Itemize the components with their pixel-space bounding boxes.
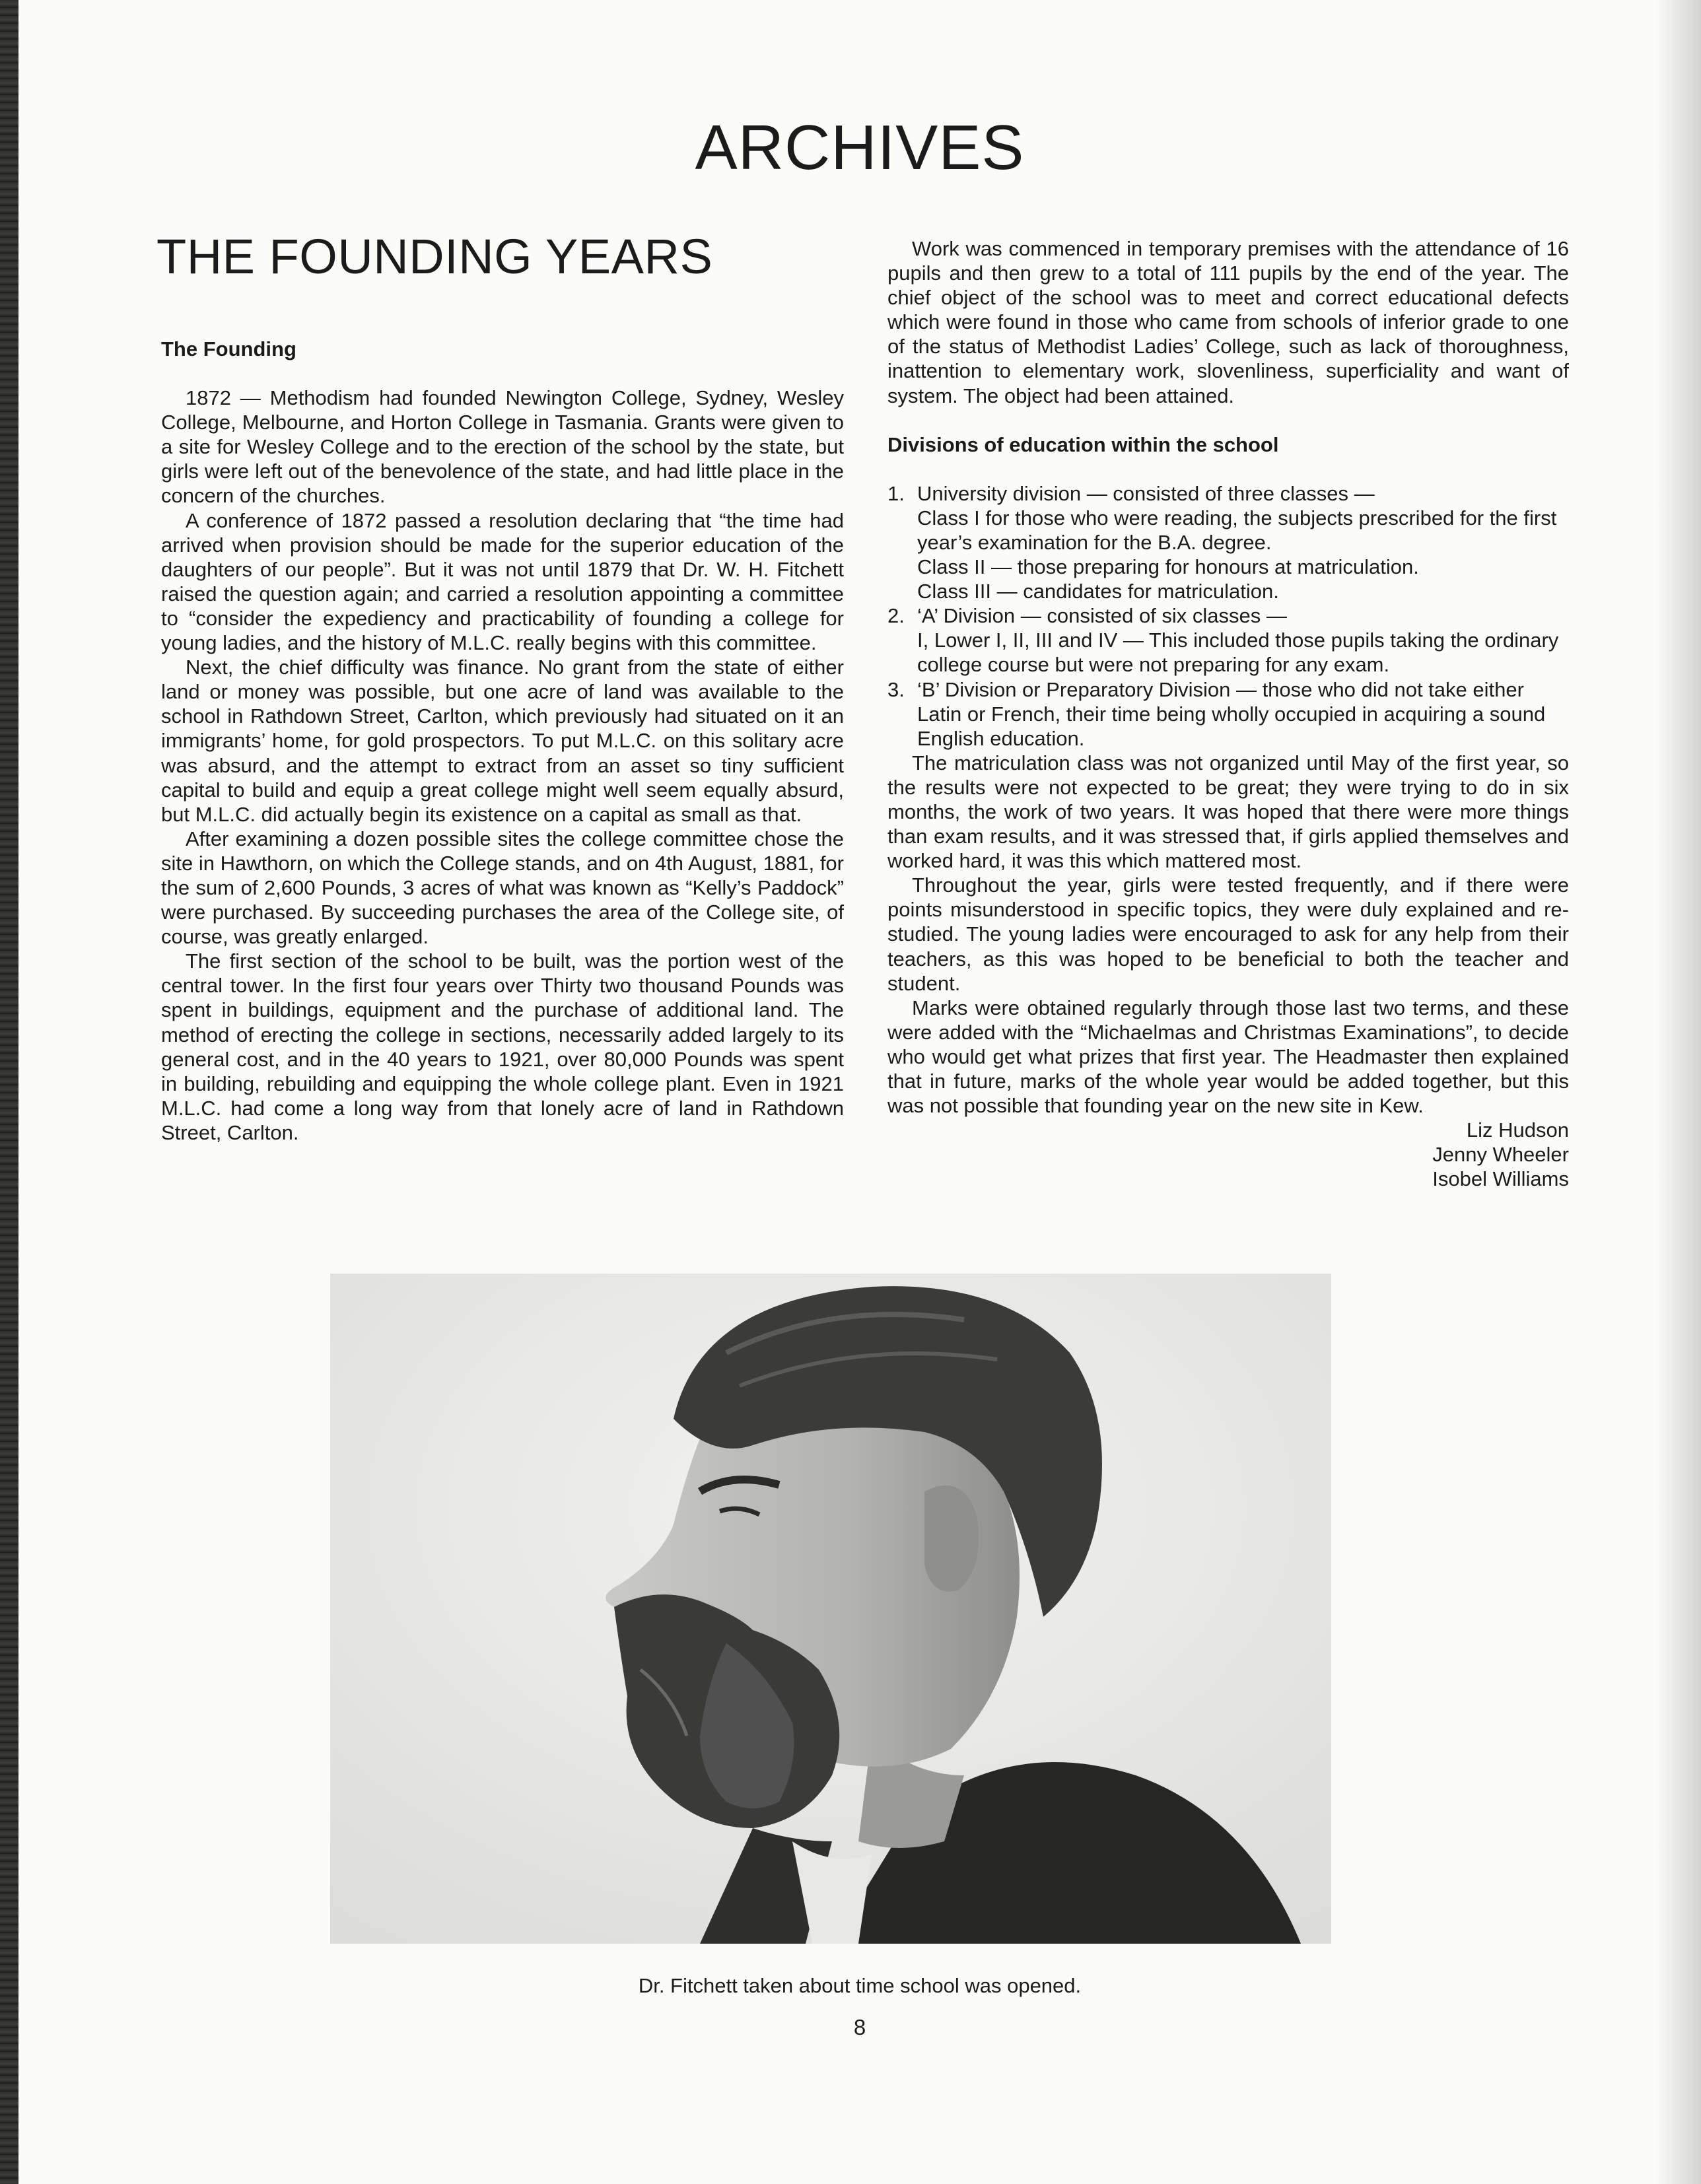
list-item bbox=[887, 677, 1569, 751]
paragraph: A conference of 1872 passed a resolution declaring that “the time had arrived when provision should be made for the superior education of the daughters of our people”. But it was not until 1879 that Dr. W. H. Fitchett raised the question again; and carried a resolution appointing a committee to “consider the expediency and practicability of founding a college for young ladies, and the history of M.L.C. really begins with this committee. bbox=[161, 508, 844, 655]
list-line: I, Lower I, II, III and IV — This included those pupils taking the ordinary college course but were not preparing for any exam. bbox=[917, 629, 1559, 677]
list-line: Class II — those preparing for honours at matriculation. bbox=[917, 555, 1419, 579]
section-heading-founding: The Founding bbox=[161, 337, 296, 360]
left-column bbox=[161, 337, 844, 1145]
section-heading-divisions: Divisions of education within the school bbox=[887, 432, 1279, 456]
paragraph: 1872 — Methodism had founded Newington College, Sydney, Wesley College, Melbourne, and Horton College in Tasmania. Grants were given to a site for Wesley College and to the erection of the school by the state, but girls were left out of the benevolence of the state, and had little place in the concern of the churches. bbox=[161, 386, 844, 508]
list-item bbox=[887, 603, 1569, 677]
author-name: Isobel Williams bbox=[1432, 1167, 1569, 1191]
list-number: 3. bbox=[887, 677, 905, 701]
list-number: 1. bbox=[887, 481, 905, 505]
author-name: Liz Hudson bbox=[1466, 1118, 1569, 1142]
paragraph: Marks were obtained regularly through those last two terms, and these were added with the “Michaelmas and Christmas Examinations”, to decide who would get what prizes that first year. The Headmaster then explained that in future, marks of the whole year would be added together, but this was not possible that founding year on the new site in Kew. bbox=[887, 996, 1569, 1118]
list-line: Class III — candidates for matriculation. bbox=[917, 580, 1279, 603]
paragraph: Next, the chief difficulty was finance. No grant from the state of either land or money was possible, but one acre of land was available to the school in Rathdown Street, Carlton, which previously had situated on it an immigrants’ home, for gold prospectors. To put M.L.C. on this solitary acre was absurd, and the attempt to extract from an asset so tiny sufficient capital to build and equip a great college might well seem equally absurd, but M.L.C. did actually begin its existence on a capital as small as that. bbox=[161, 656, 844, 826]
paragraph: After examining a dozen possible sites the college committee chose the site in Hawthorn, on which the College stands, and on 4th August, 1881, for the sum of 2,600 Pounds, 3 acres of what was known as “Kelly’s Paddock” were purchased. By succeeding purchases the area of the College site, of course, was greatly enlarged. bbox=[161, 827, 844, 949]
list-line: ‘B’ Division or Preparatory Division — those who did not take either Latin or French, their time being wholly occupied in acquiring a sound English education. bbox=[917, 677, 1546, 750]
divisions-list bbox=[887, 481, 1569, 751]
portrait-photo bbox=[330, 1274, 1331, 1944]
author-name: Jenny Wheeler bbox=[1432, 1143, 1569, 1167]
list-line: Class I for those who were reading, the subjects prescribed for the first year’s examination for the B.A. degree. bbox=[917, 506, 1557, 554]
book-binding bbox=[0, 0, 18, 2184]
paragraph: The first section of the school to be built, was the portion west of the central tower. In the first four years over Thirty two thousand Pounds was spent in buildings, equipment and the purchase of additional land. The method of erecting the college in sections, necessarily added largely to its general cost, and in the 40 years to 1921, over 80,000 Pounds was spent in building, rebuilding and equipping the whole college plant. Even in 1921 M.L.C. had come a long way from that lonely acre of land in Rathdown Street, Carlton. bbox=[161, 949, 844, 1144]
section-masthead: ARCHIVES bbox=[695, 112, 1025, 183]
list-line: ‘A’ Division — consisted of six classes — bbox=[917, 604, 1287, 628]
page-number: 8 bbox=[853, 2015, 866, 2039]
list-number: 2. bbox=[887, 604, 905, 628]
document-page bbox=[18, 0, 1701, 2184]
right-column bbox=[887, 236, 1569, 1191]
article-title: THE FOUNDING YEARS bbox=[156, 229, 713, 284]
paragraph-intro: Work was commenced in temporary premises with the attendance of 16 pupils and then grew to a total of 111 pupils by the end of the year. The chief object of the school was to meet and correct educational defects which were found in those who came from schools of inferior grade to one of the status of Methodist Ladies’ College, such as lack of thoroughness, inattention to elementary work, slovenliness, superficiality and want of system. The object had been attained. bbox=[887, 237, 1569, 407]
page-edge-shadow bbox=[1655, 0, 1701, 2184]
paragraph: The matriculation class was not organized until May of the first year, so the results were not expected to be great; they were trying to do in six months, the work of two years. It was hoped that there were more things than exam results, and it was stressed that, if girls applied themselves and worked hard, it was this which mattered most. bbox=[887, 751, 1569, 873]
author-signatures bbox=[887, 1118, 1569, 1191]
photo-caption: Dr. Fitchett taken about time school was opened. bbox=[638, 1974, 1082, 1997]
list-line: University division — consisted of three classes — bbox=[917, 481, 1375, 505]
list-item bbox=[887, 481, 1569, 603]
portrait-illustration bbox=[330, 1274, 1331, 1944]
paragraph: Throughout the year, girls were tested frequently, and if there were points misunderstood in specific topics, they were duly explained and re-studied. The young ladies were encouraged to ask for any help from their teachers, as this was hoped to be beneficial to both the teacher and student. bbox=[887, 873, 1569, 995]
